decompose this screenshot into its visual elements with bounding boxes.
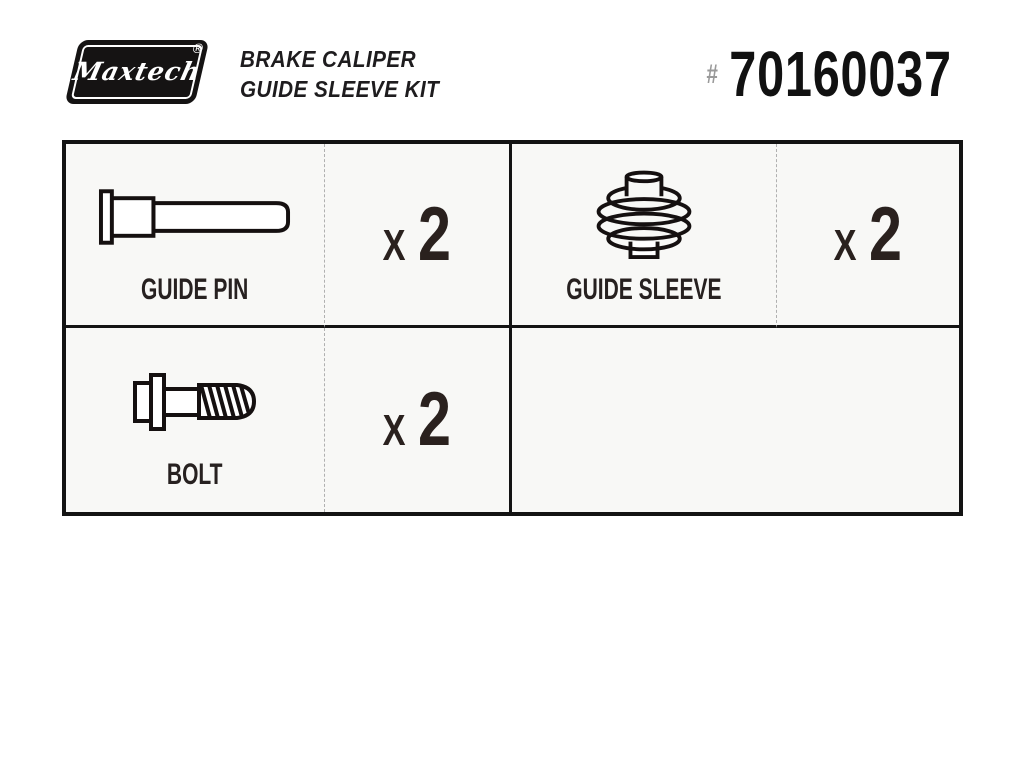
qty-multiplier-symbol: X bbox=[833, 220, 857, 270]
bolt-icon bbox=[131, 350, 259, 454]
guide-pin-qty bbox=[325, 144, 512, 328]
registered-trademark-icon: ® bbox=[189, 42, 206, 57]
part-number-hash-icon: # bbox=[706, 58, 719, 89]
empty-cell bbox=[512, 328, 959, 512]
guide-pin-cell bbox=[66, 144, 325, 328]
qty-multiplier-symbol: X bbox=[382, 220, 406, 270]
product-title bbox=[240, 44, 439, 104]
product-title-line1: BRAKE CALIPER bbox=[240, 46, 417, 72]
guide-sleeve-icon bbox=[586, 165, 702, 269]
qty-count: 2 bbox=[418, 191, 452, 277]
part-number-value: 70160037 bbox=[729, 38, 952, 110]
guide-sleeve-cell bbox=[512, 144, 777, 328]
guide-pin-icon bbox=[98, 165, 292, 269]
logo-brand-text: Maxtech bbox=[70, 56, 204, 86]
part-number bbox=[706, 38, 952, 110]
bolt-qty bbox=[325, 328, 512, 512]
bolt-label: BOLT bbox=[167, 458, 223, 491]
guide-pin-label: GUIDE PIN bbox=[141, 272, 249, 306]
maxtech-logo bbox=[65, 40, 210, 104]
bolt-cell bbox=[66, 328, 325, 512]
qty-count: 2 bbox=[869, 191, 903, 277]
guide-sleeve-qty bbox=[777, 144, 959, 328]
kit-contents-table bbox=[62, 140, 963, 516]
qty-multiplier-symbol: X bbox=[382, 406, 406, 455]
product-title-line2: GUIDE SLEEVE KIT bbox=[240, 76, 440, 102]
logo-border-frame bbox=[71, 45, 203, 99]
guide-sleeve-label: GUIDE SLEEVE bbox=[566, 272, 722, 306]
qty-count: 2 bbox=[418, 377, 452, 462]
